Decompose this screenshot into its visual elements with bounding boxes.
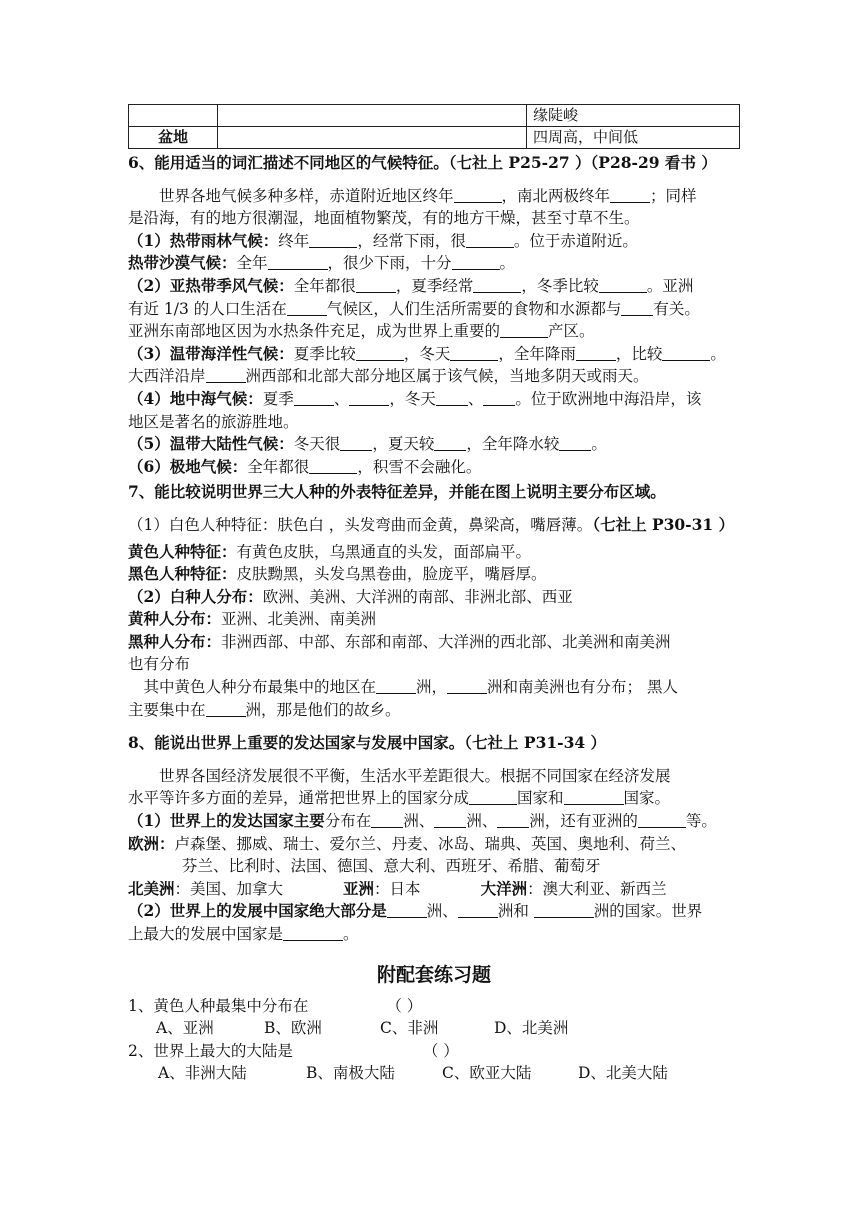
climate-item: 有近 1/3 的人口生活在 气候区，人们生活所需要的食物和水源都与 有关。: [128, 299, 700, 318]
table-cell: 四周高，中间低: [527, 127, 740, 149]
developing-item: 上最大的发展中国家是 。: [128, 925, 359, 943]
blank: [466, 232, 514, 248]
blank: [294, 390, 334, 406]
country-list: 欧洲：卢森堡、挪威、瑞士、爱尔兰、丹麦、冰岛、瑞典、英国、奥地利、荷兰、: [128, 833, 687, 853]
country-list: 北美洲：美国、加拿大 亚洲：日本 大洋洲：澳大利亚、新西兰: [128, 878, 667, 898]
blank: [599, 277, 647, 293]
blank: [576, 345, 616, 361]
climate-item: （3）温带海洋性气候：夏季比较 ，冬天 ，全年降雨 ，比较 。: [128, 343, 726, 363]
blank: [356, 277, 396, 293]
table-cell: 盆地: [129, 127, 218, 149]
section-6-heading: 6、能用适当的词汇描述不同地区的气候特征。（七社上 P25-27 ）（P28-29 看书 ）: [128, 153, 717, 172]
climate-item: 亚洲东南部地区因为水热条件充足，成为世界上重要的 产区。: [128, 322, 595, 341]
blank: [283, 925, 343, 941]
paragraph: 水平等许多方面的差异，通常把世界上的国家分成 国家和 国家。: [128, 789, 671, 808]
landform-table: [128, 104, 740, 149]
blank: [458, 902, 498, 918]
paragraph: 其中黄色人种分布最集中的地区在 洲， 洲和南美洲也有分布； 黑人: [143, 678, 678, 697]
exercises-title: 附配套练习题: [376, 963, 491, 986]
climate-item: （6）极地气候：全年都很 ，积雪不会融化。: [128, 456, 482, 476]
option[interactable]: D、北美大陆: [578, 1064, 668, 1083]
climate-item: 热带沙漠气候：全年 ，很少下雨，十分 。: [128, 253, 516, 273]
blank: [469, 789, 517, 805]
table-cell: [218, 105, 527, 127]
question-options: [128, 1017, 740, 1040]
blank: [454, 187, 502, 203]
question-options: [128, 1062, 740, 1085]
blank: [447, 678, 487, 694]
climate-item: 地区是著名的旅游胜地。: [128, 412, 299, 431]
race-item: 黄色人种特征：有黄色皮肤，乌黑通直的头发，面部扁平。: [128, 541, 532, 561]
blank: [450, 345, 498, 361]
blank: [206, 367, 246, 383]
blank: [287, 300, 327, 316]
table-cell: [218, 127, 527, 149]
blank: [436, 390, 468, 406]
option[interactable]: D、北美洲: [494, 1019, 569, 1038]
section-8-heading: 8、能说出世界上重要的发达国家与发展中国家。（七社上 P31-34 ）: [128, 733, 607, 753]
blank: [309, 458, 357, 474]
blank: [356, 345, 404, 361]
race-item: 黄种人分布：亚洲、北美洲、南美洲: [128, 609, 377, 629]
document-page: [128, 104, 740, 1085]
race-item: 黑色人种特征：皮肤黝黑，头发乌黑卷曲，脸庞平，嘴唇厚。: [128, 564, 547, 584]
section-7-heading: 7、能比较说明世界三大人种的外表特征差异，并能在图上说明主要分布区域。: [128, 482, 666, 502]
country-list: 芬兰、比利时、法国、德国、意大利、西班牙、希腊、葡萄牙: [182, 857, 601, 876]
blank: [434, 812, 466, 828]
blank: [662, 345, 710, 361]
table-cell: 缘陡峻: [527, 105, 740, 127]
blank: [387, 902, 427, 918]
blank: [610, 187, 650, 203]
blank: [371, 812, 403, 828]
climate-item: （5）温带大陆性气候：冬天很 ，夏天较 ，全年降水较 。: [128, 434, 607, 454]
race-item: 黑种人分布：非洲西部、中部、东部和南部、大洋洲的西北部、北美洲和南美洲: [128, 631, 671, 651]
developing-item: （2）世界上的发展中国家绝大部分是 洲、 洲和 洲的国家。世界: [128, 901, 703, 921]
blank: [376, 678, 416, 694]
race-item: （1）白色人种特征：肤色白 ，头发弯曲而金黄，鼻梁高，嘴唇薄。（七社上 P30-31 ）: [128, 514, 735, 534]
climate-item: （1）热带雨林气候：终年 ，经常下雨，很 。位于赤道附近。: [128, 230, 638, 250]
blank: [340, 435, 372, 451]
race-item: 也有分布: [128, 655, 191, 674]
climate-item: （2）亚热带季风气候：全年都很 ，夏季经常 ，冬季比较 。亚洲: [128, 275, 694, 295]
blank: [349, 390, 389, 406]
paragraph: 是沿海，有的地方很潮湿，地面植物繁茂，有的地方干燥，甚至寸草不生。: [128, 209, 640, 228]
blank: [268, 254, 328, 270]
blank: [534, 902, 594, 918]
blank: [452, 254, 500, 270]
option[interactable]: A、非洲大陆: [158, 1064, 247, 1083]
developed-item: （1）世界上的发达国家主要分布在 洲、 洲、 洲，还有亚洲的 等。: [128, 811, 717, 831]
table-cell: [129, 105, 218, 127]
blank: [434, 435, 466, 451]
option[interactable]: C、非洲: [380, 1019, 439, 1038]
climate-item: 大西洋沿岸 洲西部和北部大部分地区属于该气候，当地多阴天或雨天。: [128, 367, 649, 386]
blank: [559, 435, 591, 451]
question: 2、世界上最大的大陆是 （ ）: [128, 1041, 459, 1060]
race-item: （2）白种人分布：欧洲、美洲、大洋洲的南部、非洲北部、西亚: [128, 586, 573, 606]
question: 1、黄色人种最集中分布在 （ ）: [128, 996, 423, 1015]
blank: [500, 322, 548, 338]
blank: [473, 277, 521, 293]
paragraph: 世界各国经济发展很不平衡，生活水平差距很大。根据不同国家在经济发展: [159, 766, 671, 785]
option[interactable]: B、欧洲: [264, 1019, 322, 1038]
table-row: [129, 127, 740, 149]
paragraph: 主要集中在 洲，那是他们的故乡。: [128, 700, 401, 719]
option[interactable]: B、南极大陆: [306, 1064, 395, 1083]
blank: [483, 390, 515, 406]
blank: [564, 789, 624, 805]
blank: [206, 701, 246, 717]
option[interactable]: A、亚洲: [156, 1019, 214, 1038]
paragraph: 世界各地气候多种多样，赤道附近地区终年 ，南北两极终年 ；同样: [159, 186, 697, 205]
blank: [638, 812, 686, 828]
blank: [309, 232, 357, 248]
table-row: [129, 105, 740, 127]
option[interactable]: C、欧亚大陆: [442, 1064, 532, 1083]
blank: [621, 300, 653, 316]
climate-item: （4）地中海气候：夏季 、 ，冬天 、 。位于欧洲地中海沿岸，该: [128, 388, 702, 408]
blank: [497, 812, 529, 828]
